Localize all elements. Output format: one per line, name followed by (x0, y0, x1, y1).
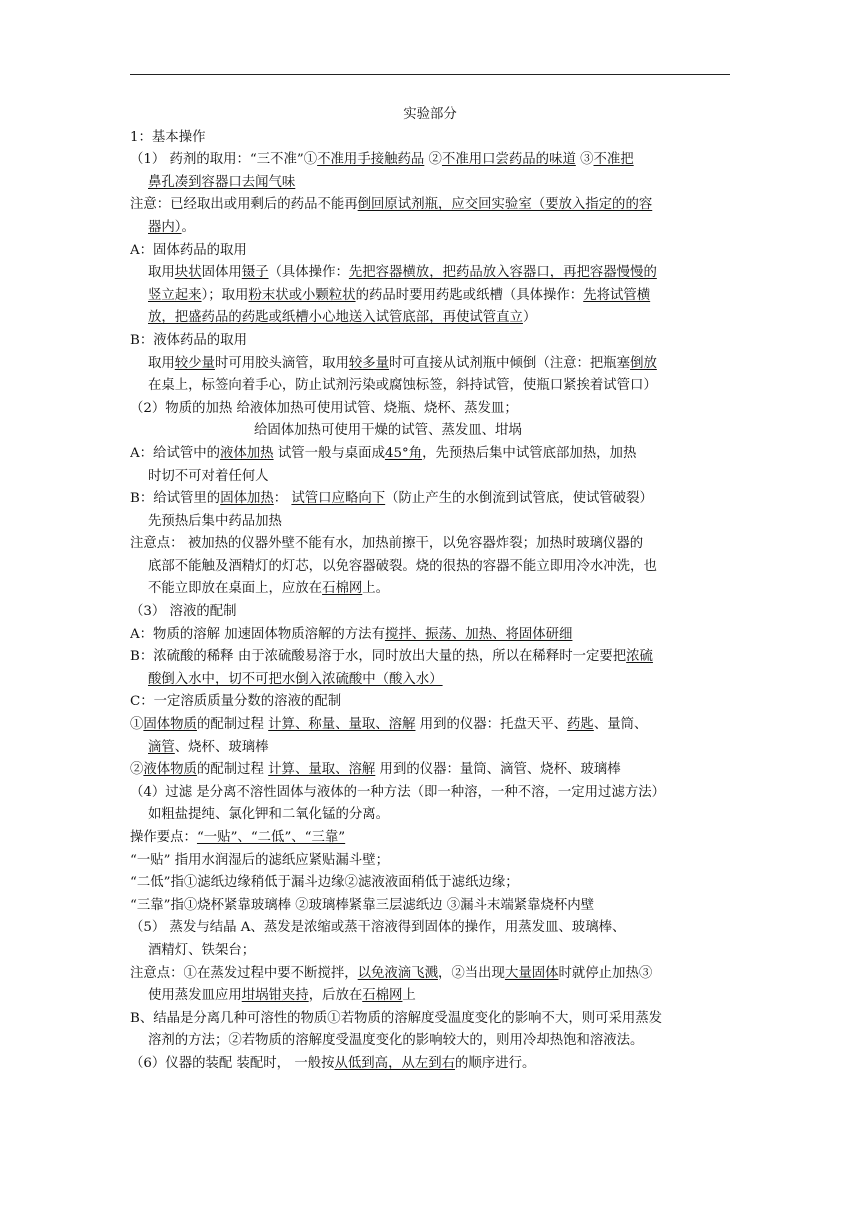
text-span: ，②当出现 (437, 965, 505, 981)
underlined-text: 搅拌、振荡、加热、将固体研细 (384, 626, 573, 642)
underlined-text: 试管口应略向下 (291, 491, 386, 507)
underlined-text: 计算、量取、溶解 (268, 762, 376, 778)
underlined-text: 较多量 (348, 355, 390, 371)
text-span: ： (273, 491, 292, 507)
text-line (130, 827, 730, 850)
text-line (130, 759, 730, 782)
text-line (130, 624, 730, 647)
text-span: 用到的仪器：量筒、滴管、烧杯、玻璃棒 (375, 762, 621, 778)
text-line (130, 1030, 730, 1053)
text-span: 操作要点： (130, 830, 197, 845)
underlined-text: 滴管 (148, 739, 175, 755)
underlined-text: 从低到高，从左到右 (334, 1055, 456, 1071)
text-line (130, 194, 730, 217)
text-span: 、烧杯、玻璃棒 (174, 739, 269, 755)
header-rule (130, 74, 730, 75)
text-span: 使用蒸发皿应用 (148, 988, 242, 1004)
text-span: 给固体加热可使用干燥的试管、蒸发皿、坩埚 (254, 423, 522, 439)
text-span: ） (522, 310, 537, 326)
text-span: “一贴” 指用水润湿后的滤纸应紧贴漏斗壁； (130, 852, 389, 868)
text-span: 时可直接从试剂瓶中倾倒（注意：把瓶塞 (389, 355, 631, 371)
underlined-text: 倒回原试剂瓶，应交回实验室（要放入指定的的容 (357, 197, 653, 213)
underlined-text: 计算、称量、量取、溶解 (268, 717, 416, 733)
text-line (130, 646, 730, 669)
text-span: 试管一般与桌面成 (273, 445, 385, 461)
text-span: ② (424, 152, 442, 168)
text-line (130, 172, 730, 195)
underlined-text: 石棉网 (322, 581, 363, 597)
text-span: 不能立即放在桌面上，应放在 (148, 581, 323, 597)
text-span: 取用 (148, 355, 175, 371)
text-span: 溶剂的方法；②若物质的溶解度受温度变化的影响较大的，则用冷却热饱和溶液法。 (148, 1033, 644, 1049)
text-span: 如粗盐提纯、氯化钾和二氧化锰的分离。 (148, 807, 390, 823)
text-span: 取用 (148, 265, 175, 281)
text-span: 、量筒、 (593, 717, 648, 733)
text-span: （6）仪器的装配 装配时， 一般按 (130, 1055, 335, 1071)
text-line (130, 601, 730, 624)
underlined-text: “一贴”、“二低”、“三靠” (196, 830, 346, 845)
text-span: A：物质的溶解 加速固体物质溶解的方法有 (130, 626, 385, 642)
text-line (130, 782, 730, 805)
text-span: 的顺序进行。 (455, 1055, 536, 1071)
text-line (130, 804, 730, 827)
text-line (130, 353, 730, 376)
underlined-text: 先将试管横 (583, 287, 651, 303)
text-line (130, 398, 730, 421)
text-line (130, 127, 730, 150)
text-line (130, 533, 730, 556)
text-span: 酒精灯、铁架台； (148, 942, 256, 958)
document-body (130, 104, 730, 1076)
text-span: 上 (402, 988, 416, 1004)
text-line (130, 850, 730, 873)
underlined-text: 不准把 (593, 152, 634, 168)
text-span: “二低”指①滤纸边缘稍低于漏斗边缘②滤液液面稍低于滤纸边缘； (130, 875, 519, 891)
underlined-text: 粉末状或小颗粒状 (248, 287, 356, 303)
text-span: （3） 溶液的配制 (130, 604, 237, 620)
text-line (130, 714, 730, 737)
underlined-text: 45°角 (384, 445, 423, 461)
text-span: B、结晶是分离几种可溶性的物质①若物质的溶解度受温度变化的影响不大，则可采用蒸发 (130, 1010, 663, 1026)
text-span: 先预热后集中药品加热 (148, 513, 282, 529)
text-span: 时切不可对着任何人 (148, 468, 269, 484)
underlined-text: 倒放 (630, 355, 657, 371)
text-line (130, 691, 730, 714)
text-line (130, 985, 730, 1008)
underlined-text: 竖立起来 (148, 287, 202, 303)
text-span: 注意：已经取出或用剩后的药品不能再 (130, 197, 358, 213)
text-span: （具体操作： (268, 265, 349, 281)
underlined-text: 先把容器横放，把药品放入容器口，再把容器慢慢的 (348, 265, 657, 281)
text-span: （5） 蒸发与结晶 A、蒸发是浓缩或蒸干溶液得到固体的操作，用蒸发皿、玻璃棒、 (130, 920, 626, 936)
text-span: ）；取用 (201, 287, 249, 303)
text-line (130, 420, 730, 443)
text-line (130, 511, 730, 534)
underlined-text: 固体加热 (220, 491, 274, 507)
text-span: 固体用 (201, 265, 242, 281)
text-line (130, 307, 730, 330)
text-span: 注意点： 被加热的仪器外壁不能有水，加热前擦干，以免容器炸裂；加热时玻璃仪器的 (130, 536, 644, 552)
text-line (130, 375, 730, 398)
text-span: ② (130, 762, 144, 778)
document-lines (130, 127, 730, 1076)
text-line (130, 940, 730, 963)
underlined-text: 块状 (174, 265, 202, 281)
text-span: 用到的仪器：托盘天平、 (415, 717, 568, 733)
text-line (130, 895, 730, 918)
text-span: 的药品时要用药匙或纸槽（具体操作： (355, 287, 584, 303)
text-span: A：给试管中的 (130, 445, 221, 461)
underlined-text: 坩埚钳夹持 (241, 988, 309, 1004)
text-span: ，后放在 (308, 988, 363, 1004)
underlined-text: 器内） (148, 219, 182, 235)
underlined-text: 液体物质 (143, 762, 197, 778)
text-span: B：液体药品的取用 (130, 332, 247, 348)
underlined-text: 酸倒入水中，切不可把水倒入浓硫酸中（酸入水） (148, 671, 443, 687)
text-line (130, 1053, 730, 1076)
text-span: B：给试管里的 (130, 491, 221, 507)
text-span: （1） 药剂的取用：“三不准”① (130, 152, 318, 168)
underlined-text: 浓硫 (626, 649, 653, 665)
text-line (130, 578, 730, 601)
text-line (130, 1008, 730, 1031)
underlined-text: 药匙 (567, 717, 594, 733)
text-span: 的配制过程 (196, 717, 269, 733)
text-line (130, 917, 730, 940)
underlined-text: 鼻孔凑到容器口去闻气味 (148, 174, 296, 190)
text-line (130, 669, 730, 692)
underlined-text: 石棉网 (362, 988, 403, 1004)
text-span: （2）物质的加热 给液体加热可使用试管、烧瓶、烧杯、蒸发皿； (130, 400, 518, 416)
underlined-text: 较少量 (174, 355, 215, 371)
text-span: 时就停止加热③ (558, 965, 653, 981)
text-line (130, 737, 730, 760)
text-line (130, 872, 730, 895)
underlined-text: 液体加热 (220, 445, 274, 461)
text-line (130, 217, 730, 240)
text-line (130, 240, 730, 263)
text-span: 。 (181, 219, 195, 235)
text-line (130, 556, 730, 579)
text-span: 的配制过程 (196, 762, 269, 778)
underlined-text: 大量固体 (504, 965, 559, 981)
text-span: （4）过滤 是分离不溶性固体与液体的一种方法（即一种溶，一种不溶，一定用过滤方法） (130, 784, 666, 800)
text-line (130, 466, 730, 489)
underlined-text: 不准用手接触药品 (317, 152, 425, 168)
text-line (130, 963, 730, 986)
text-span: ③ (575, 152, 594, 168)
page-title: 实验部分 (403, 107, 457, 122)
text-span: 时可用胶头滴管，取用 (214, 355, 349, 371)
text-line (130, 149, 730, 172)
text-line (130, 330, 730, 353)
underlined-text: 固体物质 (143, 717, 197, 733)
text-span: ① (130, 717, 144, 733)
text-line (130, 488, 730, 511)
text-span: B：浓硫酸的稀释 由于浓硫酸易溶于水，同时放出大量的热，所以在稀释时一定要把 (130, 649, 627, 665)
underlined-text: 放，把盛药品的药匙或纸槽小心地送入试管底部，再使试管直立 (148, 310, 523, 326)
underlined-text: 以免液滴飞溅 (357, 965, 438, 981)
underlined-text: 不准用口尝药品的味道 (441, 152, 576, 168)
text-span: A：固体药品的取用 (130, 242, 247, 258)
text-line (130, 285, 730, 308)
text-span: 底部不能触及酒精灯的灯芯，以免容器破裂。烧的很热的容器不能立即用冷水冲洗，也 (148, 558, 657, 574)
text-span: “三靠”指①烧杯紧靠玻璃棒 ②玻璃棒紧靠三层滤纸边 ③漏斗末端紧靠烧杯内壁 (130, 897, 595, 913)
underlined-text: 镊子 (241, 265, 269, 281)
text-span: C：一定溶质质量分数的溶液的配制 (130, 694, 342, 710)
text-span: ，先预热后集中试管底部加热，加热 (422, 445, 637, 461)
text-span: 上。 (362, 581, 390, 597)
text-span: 注意点：①在蒸发过程中要不断搅拌， (130, 965, 358, 981)
text-span: 1：基本操作 (130, 129, 206, 145)
text-line (130, 443, 730, 466)
text-line (130, 262, 730, 285)
text-span: 在桌上，标签向着手心，防止试剂污染或腐蚀标签，斜持试管，使瓶口紧挨着试管口） (148, 378, 657, 394)
text-span: （防止产生的水倒流到试管底，使试管破裂） (385, 491, 653, 507)
